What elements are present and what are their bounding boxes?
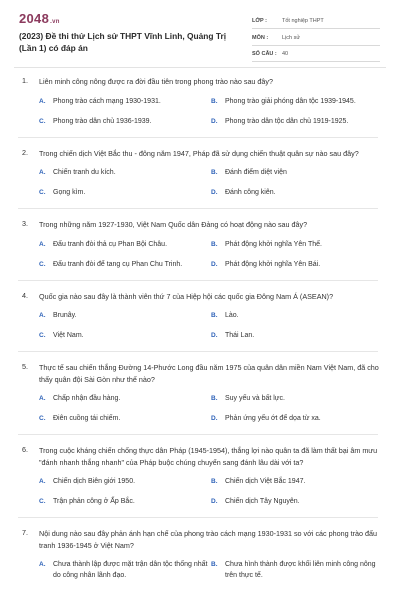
answer-options: [39, 96, 382, 127]
meta-class-value: Tốt nghiệp THPT: [282, 18, 324, 24]
option-letter: B.: [211, 97, 218, 105]
option-letter: C.: [39, 117, 46, 125]
answer-options: [39, 310, 382, 341]
option-text: Chiến dịch Việt Bắc 1947.: [225, 478, 306, 485]
answer-options: [39, 559, 382, 581]
meta-count-value: 40: [282, 51, 289, 57]
answer-options: [39, 393, 382, 424]
option-d[interactable]: [211, 116, 383, 127]
option-b[interactable]: [211, 476, 383, 487]
question-6: [0, 445, 400, 507]
option-text: Lào.: [225, 312, 239, 319]
question-text: Quốc gia nào sau đây là thành viên thứ 7 của Hiệp hội các quốc gia Đông Nam Á (ASEAN)?: [39, 291, 334, 301]
option-b[interactable]: [211, 167, 383, 178]
option-letter: A.: [39, 561, 46, 568]
option-a[interactable]: [39, 559, 211, 581]
option-a[interactable]: [39, 476, 211, 487]
option-text: Đánh công kiên.: [225, 189, 276, 196]
question-5: [0, 362, 400, 424]
question-divider: [18, 351, 378, 352]
option-text: Phong trào cách mạng 1930-1931.: [53, 97, 161, 105]
option-text: Điên cuồng tái chiếm.: [53, 415, 121, 422]
option-text: Đấu tranh đòi thả cụ Phan Bội Châu.: [53, 240, 168, 248]
option-letter: B.: [211, 395, 218, 402]
question-divider: [18, 280, 378, 281]
option-letter: A.: [39, 395, 46, 402]
option-text: Đấu tranh đòi để tang cụ Phan Chu Trinh.: [53, 260, 183, 268]
option-c[interactable]: [39, 413, 211, 424]
option-text: Phong trào giải phóng dân tộc 1939-1945.: [225, 97, 356, 105]
question-number: 6.: [22, 445, 28, 454]
question-text: Thực tế sau chiến thắng Đường 14-Phước Long đầu năm 1975 của quân dân miền Nam Việt Nam, đã cho thấy quân đội Sài Gòn như thế nào?: [39, 363, 379, 384]
option-b[interactable]: [211, 239, 383, 250]
question-number: 1.: [22, 76, 28, 85]
option-text: Chiến dịch Biên giới 1950.: [53, 478, 136, 485]
option-a[interactable]: [39, 96, 211, 107]
question-7: [0, 528, 400, 581]
option-text: Việt Nam.: [53, 332, 84, 339]
meta-subject: [252, 31, 380, 46]
option-text: Suy yếu và bất lực.: [225, 395, 285, 402]
option-letter: C.: [39, 415, 46, 422]
question-number: 5.: [22, 362, 28, 371]
option-letter: D.: [211, 117, 218, 125]
option-text: Phong trào dân chủ 1936-1939.: [53, 117, 152, 125]
option-text: Phản ứng yếu ớt để dọa từ xa.: [225, 415, 321, 422]
option-text: Chưa hình thành được khối liên minh công nông trên thực tế.: [225, 561, 376, 579]
question-number: 3.: [22, 219, 28, 228]
option-text: Gọng kìm.: [53, 189, 86, 196]
meta-class: [252, 14, 380, 29]
option-letter: D.: [211, 498, 218, 505]
option-letter: C.: [39, 498, 46, 505]
option-letter: D.: [211, 332, 218, 339]
question-text: Trong cuộc kháng chiến chống thực dân Pháp (1945-1954), thắng lợi nào quân ta đã làm thất bại âm mưu "đánh nhanh thắng nhanh" của Pháp buộc chúng chuyển sang đánh lâu dài với ta?: [39, 446, 378, 467]
meta-subject-label: MÔN :: [252, 34, 269, 41]
question-number: 2.: [22, 147, 28, 157]
option-letter: C.: [39, 332, 46, 339]
option-text: Chiến dịch Tây Nguyên.: [225, 498, 300, 505]
option-text: Phong trào dân tộc dân chủ 1919-1925.: [225, 117, 349, 125]
option-d[interactable]: [211, 496, 383, 507]
question-text: Trong chiến dịch Việt Bắc thu - đông năm 1947, Pháp đã sử dụng chiến thuật quân sự nào sau đây?: [39, 148, 359, 158]
answer-options: [39, 476, 382, 507]
option-b[interactable]: [211, 559, 383, 581]
option-text: Trận phản công ở Ấp Bắc.: [53, 498, 135, 505]
question-text: Nội dung nào sau đây phản ánh hạn chế của phong trào cách mạng 1930-1931 so với các phong trào đấu tranh 1936-1945 ở Việt Nam?: [39, 529, 377, 550]
option-b[interactable]: [211, 393, 383, 404]
option-a[interactable]: [39, 167, 211, 178]
question-list: [0, 76, 400, 581]
meta-count-label: SỐ CÂU :: [252, 51, 277, 57]
option-letter: B.: [211, 478, 218, 485]
option-letter: A.: [39, 240, 46, 248]
option-b[interactable]: [211, 96, 383, 107]
option-letter: D.: [211, 189, 218, 196]
question-divider: [18, 517, 378, 518]
site-logo[interactable]: 2048.vn: [19, 11, 60, 26]
question-number: 4.: [22, 290, 28, 300]
option-text: Brunây.: [53, 312, 77, 319]
option-c[interactable]: [39, 330, 211, 341]
option-letter: A.: [39, 478, 46, 485]
option-d[interactable]: [211, 330, 383, 341]
option-c[interactable]: [39, 116, 211, 127]
option-text: Chiến tranh du kích.: [53, 169, 116, 176]
option-letter: D.: [211, 260, 218, 268]
answer-options: [39, 167, 382, 198]
option-text: Chưa thành lập được mặt trận dân tộc thống nhất do công nhân lãnh đạo.: [53, 561, 208, 579]
option-letter: C.: [39, 260, 46, 268]
question-divider: [18, 434, 378, 435]
option-letter: B.: [211, 240, 218, 248]
question-divider: [18, 208, 378, 209]
option-text: Phát động khởi nghĩa Yên Thế.: [225, 240, 322, 248]
option-d[interactable]: [211, 259, 383, 270]
document-title: (2023) Đề thi thử Lịch sử THPT Vĩnh Linh, Quảng Trị (Lần 1) có đáp án: [19, 31, 227, 53]
option-b[interactable]: [211, 310, 383, 321]
question-text: Liên minh công nông được ra đời đầu tiên trong phong trào nào sau đây?: [39, 77, 274, 86]
option-a[interactable]: [39, 310, 211, 321]
meta-subject-value: Lịch sử: [282, 34, 301, 41]
question-text: Trong những năm 1927-1930, Việt Nam Quốc dân Đảng có hoạt động nào sau đây?: [39, 220, 308, 229]
option-letter: A.: [39, 97, 46, 105]
question-3: [0, 219, 400, 270]
option-c[interactable]: [39, 259, 211, 270]
answer-options: [39, 239, 382, 270]
option-letter: C.: [39, 189, 46, 196]
question-2: [0, 148, 400, 199]
option-letter: A.: [39, 312, 46, 319]
option-a[interactable]: [39, 393, 211, 404]
option-letter: A.: [39, 169, 46, 176]
option-a[interactable]: [39, 239, 211, 250]
option-letter: B.: [211, 561, 218, 568]
meta-count: [252, 47, 380, 62]
question-number: 7.: [22, 528, 28, 537]
document-meta: [252, 14, 380, 64]
option-d[interactable]: [211, 413, 383, 424]
question-divider: [18, 137, 378, 138]
option-letter: D.: [211, 415, 218, 422]
document-header: [0, 0, 400, 66]
question-4: [0, 291, 400, 342]
option-letter: B.: [211, 169, 218, 176]
meta-class-label: LỚP :: [252, 18, 267, 24]
option-c[interactable]: [39, 496, 211, 507]
option-d[interactable]: [211, 187, 383, 198]
option-c[interactable]: [39, 187, 211, 198]
option-text: Chấp nhận đầu hàng.: [53, 395, 121, 402]
option-text: Phát động khởi nghĩa Yên Bái.: [225, 260, 321, 268]
option-text: Đánh điểm diệt viện: [225, 169, 287, 176]
question-1: [0, 76, 400, 127]
option-letter: B.: [211, 312, 218, 319]
option-text: Thái Lan.: [225, 332, 255, 339]
header-divider: [14, 67, 386, 68]
